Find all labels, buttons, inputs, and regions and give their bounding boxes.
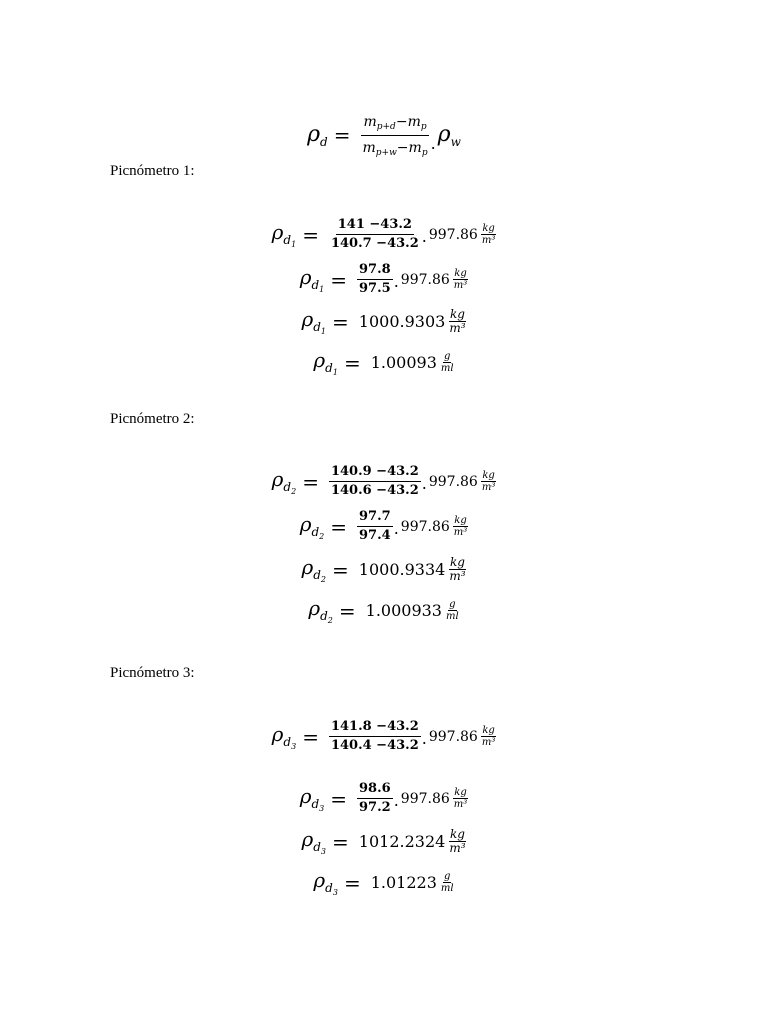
density-formula: $\rho_d$ = $\frac{m_{p+d}-m_p}{m_{p+w}-m_p}$ . $\rho_w$ [307,114,461,158]
formula-lhs: $\rho_d$ [307,121,328,149]
eq-1-result-g: $\rho_{d_1}$ = 1.00093 $\frac{g}{ml}$ [313,348,454,377]
eq-3-step2: $\rho_{d_3}$ = $\frac{98.6}{97.2}$ . 997.86 $\frac{kg}{\text{m³}}$ [299,781,468,816]
eq-1-result-kg: $\rho_{d_1}$ = 1000.9303 $\frac{kg}{\text{m³}}$ [301,306,466,336]
eq-1-step1: $\rho_{d_1}$ = $\frac{141 -43.2}{140.7 -43.2}$ . 997.86 $\frac{kg}{\text{m³}}$ [271,217,496,252]
section-label-3: Picnómetro 3: [110,665,195,681]
eq-2-step2: $\rho_{d_2}$ = $\frac{97.7}{97.4}$ . 997.86 $\frac{kg}{\text{m³}}$ [299,509,468,544]
section-label-1: Picnómetro 1: [110,163,195,179]
eq-2-result-g: $\rho_{d_2}$ = 1.000933 $\frac{g}{ml}$ [308,596,459,625]
eq-1-step2: $\rho_{d_1}$ = $\frac{97.8}{97.5}$ . 997.86 $\frac{kg}{\text{m³}}$ [299,262,468,297]
eq-3-result-kg: $\rho_{d_3}$ = 1012.2324 $\frac{kg}{\text{m³}}$ [301,826,466,856]
water-density-symbol: $\rho_w$ [437,121,461,149]
eq-2-step1: $\rho_{d_2}$ = $\frac{140.9 -43.2}{140.6 -43.2}$ . 997.86 $\frac{kg}{\text{m³}}$ [271,464,496,499]
formula-fraction: $\frac{m_{p+d}-m_p}{m_{p+w}-m_p}$ [362,114,428,158]
eq-3-step1: $\rho_{d_3}$ = $\frac{141.8 -43.2}{140.4 -43.2}$ . 997.86 $\frac{kg}{\text{m³}}$ [271,719,496,754]
eq-3-result-g: $\rho_{d_3}$ = 1.01223 $\frac{g}{ml}$ [313,868,454,897]
section-label-2: Picnómetro 2: [110,411,195,427]
equals-sign: = [333,123,351,148]
eq-2-result-kg: $\rho_{d_2}$ = 1000.9334 $\frac{kg}{\text{m³}}$ [301,554,466,584]
